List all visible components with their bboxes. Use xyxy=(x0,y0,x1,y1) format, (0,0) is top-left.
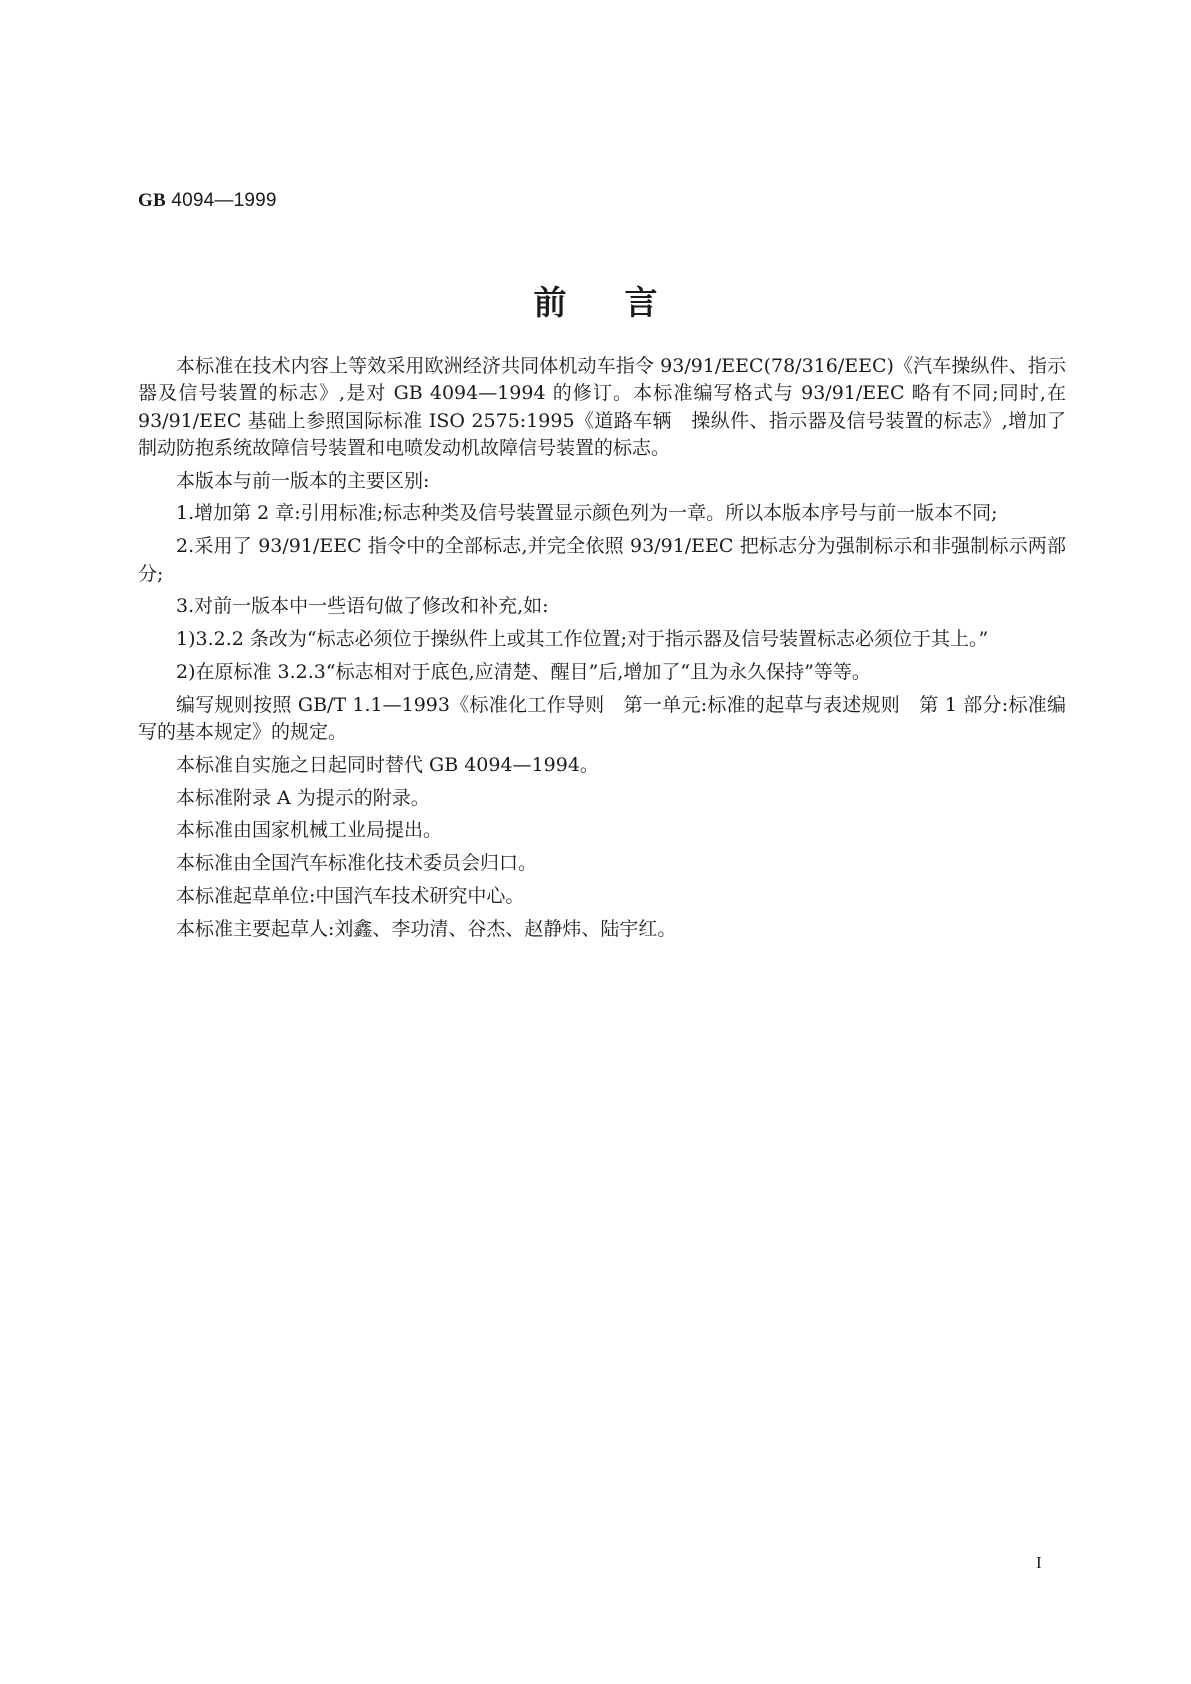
paragraph: 本标准由国家机械工业局提出。 xyxy=(176,819,443,842)
paragraph: 2)在原标准 3.2.3“标志相对于底色,应清楚、醒目”后,增加了“且为永久保持”等等。 xyxy=(176,660,871,683)
standard-prefix: GB xyxy=(138,190,166,211)
page-title: 前言 xyxy=(533,283,716,322)
paragraph: 本标准起草单位:中国汽车技术研究中心。 xyxy=(176,885,525,908)
paragraph: 1.增加第 2 章:引用标准;标志种类及信号装置显示颜色列为一章。所以本版本序号与前一版本不同; xyxy=(176,502,998,525)
paragraph: 本标准附录 A 为提示的附录。 xyxy=(176,786,430,809)
paragraph: 本标准由全国汽车标准化技术委员会归口。 xyxy=(176,852,538,875)
paragraph: 编写规则按照 GB/T 1.1—1993《标准化工作导则 第一单元:标准的起草与表述规则 第 1 部分:标准编写的基本规定》的规定。 xyxy=(138,693,1066,744)
page-number: I xyxy=(1036,1553,1042,1572)
standard-code-header xyxy=(138,188,277,213)
paragraph: 1)3.2.2 条改为“标志必须位于操纵件上或其工作位置;对于指示器及信号装置标志必须位于其上。” xyxy=(176,628,989,651)
paragraph: 本版本与前一版本的主要区别: xyxy=(176,469,430,492)
paragraph: 2.采用了 93/91/EEC 指令中的全部标志,并完全依照 93/91/EEC 把标志分为强制标示和非强制标示两部分; xyxy=(138,535,1066,585)
paragraph: 本标准在技术内容上等效采用欧洲经济共同体机动车指令 93/91/EEC(78/316/EEC)《汽车操纵件、指示器及信号装置的标志》,是对 GB 4094—1994 的修订。本标准编写格式与 93/91/EEC 略有不同;同时,在 93/91/EEC 基础上参照国际标准 ISO 2575:1995《道路车辆 操纵件、指示器及信号装置的标志》,增加了制动防抱系统故障信号装置和电喷发动机故障信号装置的标志。 xyxy=(138,355,1066,459)
paragraph: 3.对前一版本中一些语句做了修改和补充,如: xyxy=(176,595,549,618)
standard-number: 4094—1999 xyxy=(165,190,277,211)
paragraph: 本标准主要起草人:刘鑫、李功清、谷杰、赵静炜、陆宇红。 xyxy=(176,917,677,940)
foreword-body xyxy=(138,353,1066,949)
paragraph: 本标准自实施之日起同时替代 GB 4094—1994。 xyxy=(176,753,599,776)
